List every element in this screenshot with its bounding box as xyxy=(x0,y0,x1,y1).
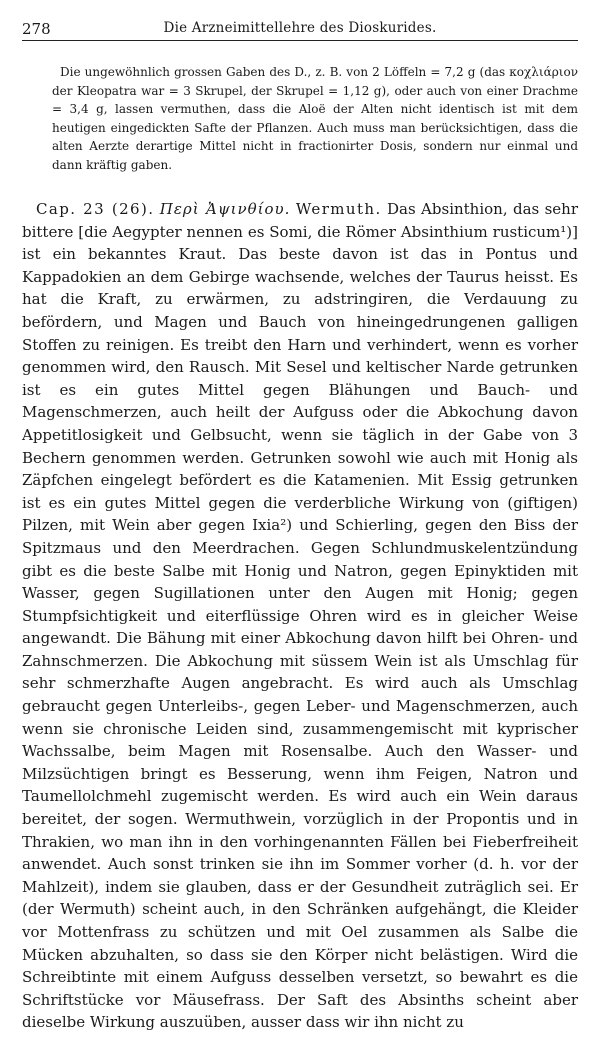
chapter-title-greek: Περὶ Ἀψινθίου. xyxy=(159,200,291,218)
footnote-paragraph: Die ungewöhnlich grossen Gaben des D., z. B. von 2 Löffeln = 7,2 g (das κοχλιάριον der Kleopatra war = 3 Skrupel, der Skrupel = 1,12 g), oder auch von einer Drachme = 3,4 g, lassen vermuthen, dass die Aloë der Alten nicht identisch ist mit dem heutigen eingedickten Safte der Pflanzen. Auch muss man berücksichtigen, dass die alten Aerzte derartige Mittel nicht in fractionirter Dosis, sondern nur einmal und dann kräftig gaben. xyxy=(52,65,578,172)
book-page xyxy=(22,18,578,1049)
chapter-label: Cap. 23 (26). xyxy=(36,200,155,218)
chapter-body-text: Das Absinthion, das sehr bittere [die Aegypter nennen es Somi, die Römer Absinthium rusticum¹)] ist ein bekanntes Kraut. Das beste davon ist das in Pontus und Kappadokien an dem Gebirge wachsende, welches der Taurus heisst. Es hat die Kraft, zu erwärmen, zu adstringiren, die Verdauung zu befördern, und Magen und Bauch von hineingedrungenen galligen Stoffen zu reinigen. Es treibt den Harn und verhindert, wenn es vorher genommen wird, den Rausch. Mit Sesel und keltischer Narde getrunken ist es ein gutes Mittel gegen Blähungen und Bauch- und Magenschmerzen, auch heilt der Aufguss oder die Abkochung davon Appetitlosigkeit und Gelbsucht, wenn sie täglich in der Gabe von 3 Bechern genommen werden. Getrunken sowohl wie auch mit Honig als Zäpfchen eingelegt befördert es die Katamenien. Mit Essig getrunken ist es ein gutes Mittel gegen die verderbliche Wirkung von (giftigen) Pilzen, mit Wein aber gegen Ixia²) und Schierling, gegen den Biss der Spitzmaus und den Meerdrachen. Gegen Schlundmuskelentzündung gibt es die beste Salbe mit Honig und Natron, gegen Epinyktiden mit Wasser, gegen Sugillationen unter den Augen mit Honig; gegen Stumpfsichtigkeit und eiterflüssige Ohren wird es in gleicher Weise angewandt. Die Bähung mit einer Abkochung davon hilft bei Ohren- und Zahnschmerzen. Die Abkochung mit süssem Wein ist als Umschlag für sehr schmerzhafte Augen angebracht. Es wird auch als Umschlag gebraucht gegen Unterleibs-, gegen Leber- und Magenschmerzen, auch wenn sie chronische Leiden sind, zusammengemischt mit kyprischer Wachssalbe, beim Magen mit Rosensalbe. Auch den Wasser- und Milzsüchtigen bringt es Besserung, wenn ihm Feigen, Natron und Taumellolchmehl zugemischt werden. Es wird auch ein Wein daraus bereitet, der sogen. Wermuthwein, vorzüglich in der Propontis und in Thrakien, wo man ihn in den vorhingenannten Fällen bei Fieberfreiheit anwendet. Auch sonst trinken sie ihn im Sommer vorher (d. h. vor der Mahlzeit), indem sie glauben, dass er der Gesundheit zuträglich sei. Er (der Wermuth) scheint auch, in den Schränken aufgehängt, die Kleider vor Mottenfrass zu schützen und mit Oel zusammen als Salbe die Mücken abzuhalten, so dass sie den Körper nicht belästigen. Wird die Schreibtinte mit einem Aufguss desselben versetzt, so bewahrt es die Schriftstücke vor Mäusefrass. Der Saft des Absinths scheint aber dieselbe Wirkung auszuüben, ausser dass wir ihn nicht zu xyxy=(22,200,578,1032)
page-number: 278 xyxy=(22,20,51,38)
chapter-paragraph xyxy=(22,198,578,1034)
running-title: Die Arzneimittellehre des Dioskurides. xyxy=(163,20,437,36)
running-header xyxy=(22,18,578,41)
chapter-title-german: Wermuth. xyxy=(295,200,382,218)
